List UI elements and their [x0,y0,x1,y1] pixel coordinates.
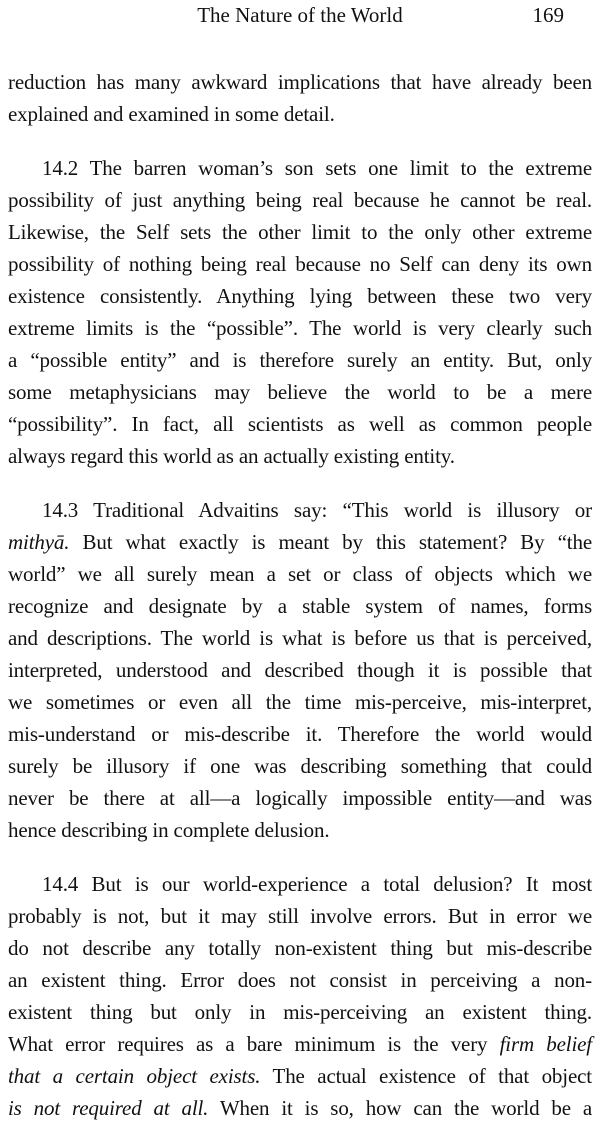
text-line-with-italic [8,1060,592,1092]
text-line: an existent thing. Error does not consist in perceiving a non- [8,968,592,992]
text-line: 14.4 But is our world-experience a total delusion? It most [42,872,592,896]
text-line: possibility of nothing being real because no Self can deny its own [8,252,592,276]
text-line: always regard this world as an actually existing entity. [8,444,455,468]
text-line: Likewise, the Self sets the other limit to the only other extreme [8,220,592,244]
page-number: 169 [532,3,564,27]
text-line: surely be illusory if one was describing something that could [8,754,592,778]
text-line: “possibility”. In fact, all scientists as well as common people [8,412,592,436]
text-line: world” we all surely mean a set or class of objects which we [8,562,592,586]
text-line: 14.2 The barren woman’s son sets one limit to the extreme [42,156,592,180]
italic-phrase: firm belief [499,1032,592,1056]
text-line: 14.3 Traditional Advaitins say: “This world is illusory or [42,498,592,522]
italic-word: mithyā. [8,530,70,554]
paragraph-14-4 [8,868,592,1124]
italic-phrase: that a certain object exists. [8,1064,261,1088]
text-line: and descriptions. The world is what is before us that is perceived, [8,626,592,650]
text-fragment: The actual existence of that object [260,1064,592,1088]
text-line: existence consistently. Anything lying between these two very [8,284,592,308]
text-line: some metaphysicians may believe the world to be a mere [8,380,592,404]
running-head [8,0,592,34]
text-line: never be there at all—a logically impossible entity—and was [8,786,592,810]
text-fragment: What error requires as a bare minimum is the very [8,1032,500,1056]
text-line: reduction has many awkward implications that have already been [8,70,592,94]
text-line: explained and examined in some detail. [8,102,335,126]
text-line: mis-understand or mis-describe it. Therefore the world would [8,722,592,746]
text-fragment: When it is so, how can the world be a [208,1096,592,1120]
text-line: extreme limits is the “possible”. The world is very clearly such [8,316,592,340]
text-line: recognize and designate by a stable system of names, forms [8,594,592,618]
text-line: hence describing in complete delusion. [8,818,330,842]
paragraph-continuation [8,66,592,130]
text-line: a “possible entity” and is therefore surely an entity. But, only [8,348,592,372]
paragraph-14-2 [8,152,592,472]
text-line-with-italic [8,1092,592,1124]
text-line: interpreted, understood and described though it is possible that [8,658,592,682]
text-line: probably is not, but it may still involve errors. But in error we [8,904,592,928]
text-line: existent thing but only in mis-perceiving an existent thing. [8,1000,592,1024]
paragraph-14-3 [8,494,592,846]
text-fragment: But what exactly is meant by this statement? By “the [69,530,592,554]
italic-phrase: is not required at all. [8,1096,209,1120]
text-line: do not describe any totally non-existent thing but mis-describe [8,936,592,960]
text-line: we sometimes or even all the time mis-perceive, mis-interpret, [8,690,592,714]
chapter-title: The Nature of the World [197,3,403,27]
text-line: possibility of just anything being real because he cannot be real. [8,188,592,212]
text-line-with-italic [8,1028,592,1060]
text-line-with-italic [8,526,592,558]
